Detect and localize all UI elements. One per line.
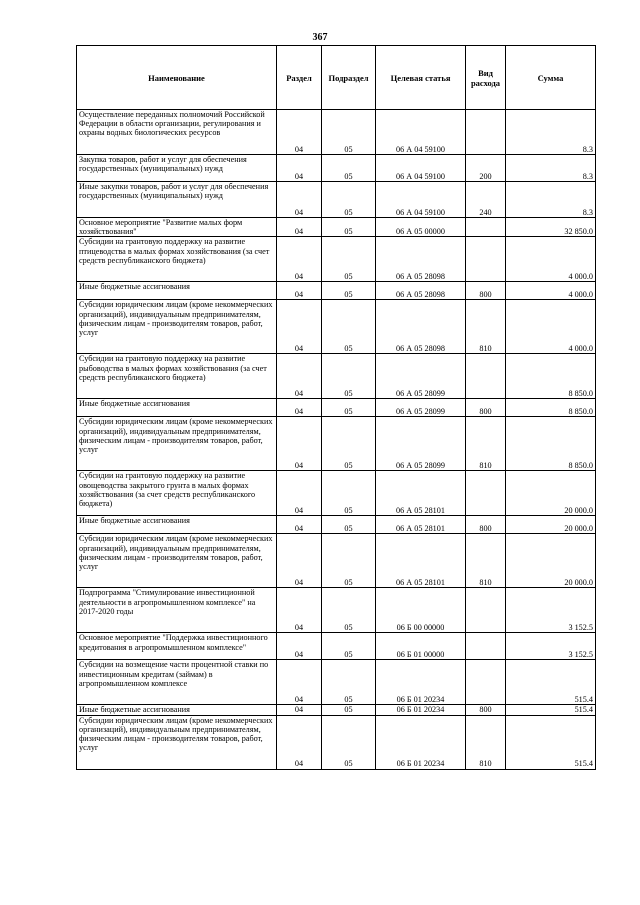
header-section: Раздел bbox=[277, 46, 322, 110]
row-subsection: 05 bbox=[322, 588, 376, 633]
row-expense-type: 810 bbox=[466, 300, 506, 354]
table-row bbox=[77, 660, 596, 705]
row-expense-type: 810 bbox=[466, 534, 506, 588]
row-section: 04 bbox=[277, 110, 322, 155]
row-subsection: 05 bbox=[322, 155, 376, 182]
row-subsection: 05 bbox=[322, 182, 376, 218]
row-amount: 4 000.0 bbox=[506, 237, 596, 282]
table-row bbox=[77, 534, 596, 588]
table-body bbox=[77, 110, 596, 770]
table-row bbox=[77, 471, 596, 516]
row-subsection: 05 bbox=[322, 715, 376, 769]
header-name: Наименование bbox=[77, 46, 277, 110]
row-expense-type: 810 bbox=[466, 417, 506, 471]
row-amount: 515.4 bbox=[506, 660, 596, 705]
row-name: Подпрограмма "Стимулирование инвестиционной деятельности в агропромышленном комплексе" на 2017-2020 годы bbox=[77, 588, 277, 633]
row-name: Осуществление переданных полномочий Российской Федерации в области организации, регулирования и охраны водных биологических ресурсов bbox=[77, 110, 277, 155]
row-expense-type bbox=[466, 660, 506, 705]
table-row bbox=[77, 588, 596, 633]
row-section: 04 bbox=[277, 588, 322, 633]
row-amount: 515.4 bbox=[506, 715, 596, 769]
row-section: 04 bbox=[277, 516, 322, 534]
row-amount: 8.3 bbox=[506, 182, 596, 218]
row-target-article: 06 Б 01 20234 bbox=[376, 705, 466, 715]
table-row bbox=[77, 282, 596, 300]
row-target-article: 06 А 04 59100 bbox=[376, 155, 466, 182]
row-subsection: 05 bbox=[322, 660, 376, 705]
row-amount: 20 000.0 bbox=[506, 534, 596, 588]
row-target-article: 06 А 05 28099 bbox=[376, 399, 466, 417]
row-expense-type bbox=[466, 354, 506, 399]
row-target-article: 06 А 05 28099 bbox=[376, 354, 466, 399]
table-row bbox=[77, 300, 596, 354]
row-expense-type: 800 bbox=[466, 516, 506, 534]
page-number: 367 bbox=[312, 32, 328, 43]
row-expense-type bbox=[466, 633, 506, 660]
budget-table bbox=[76, 45, 596, 770]
row-section: 04 bbox=[277, 282, 322, 300]
table-row bbox=[77, 155, 596, 182]
row-section: 04 bbox=[277, 471, 322, 516]
row-subsection: 05 bbox=[322, 705, 376, 715]
row-expense-type bbox=[466, 110, 506, 155]
row-expense-type bbox=[466, 588, 506, 633]
row-section: 04 bbox=[277, 300, 322, 354]
table-row bbox=[77, 354, 596, 399]
row-amount: 4 000.0 bbox=[506, 282, 596, 300]
row-target-article: 06 А 05 00000 bbox=[376, 218, 466, 237]
row-target-article: 06 А 05 28101 bbox=[376, 516, 466, 534]
row-section: 04 bbox=[277, 399, 322, 417]
row-amount: 20 000.0 bbox=[506, 516, 596, 534]
row-expense-type bbox=[466, 218, 506, 237]
row-section: 04 bbox=[277, 633, 322, 660]
row-section: 04 bbox=[277, 660, 322, 705]
header-expense-type: Вид расхода bbox=[466, 46, 506, 110]
row-expense-type: 810 bbox=[466, 715, 506, 769]
row-section: 04 bbox=[277, 715, 322, 769]
row-amount: 8.3 bbox=[506, 155, 596, 182]
row-name: Иные бюджетные ассигнования bbox=[77, 516, 277, 534]
row-name: Субсидии юридическим лицам (кроме некоммерческих организаций), индивидуальным предпринимателям, физическим лицам - производителям товаров, работ, услуг bbox=[77, 300, 277, 354]
row-subsection: 05 bbox=[322, 417, 376, 471]
row-name: Субсидии на возмещение части процентной ставки по инвестиционным кредитам (займам) в агропромышленном комплексе bbox=[77, 660, 277, 705]
row-section: 04 bbox=[277, 534, 322, 588]
row-expense-type: 800 bbox=[466, 282, 506, 300]
row-subsection: 05 bbox=[322, 218, 376, 237]
row-subsection: 05 bbox=[322, 110, 376, 155]
row-name: Субсидии на грантовую поддержку на развитие рыбоводства в малых формах хозяйствования (за счет средств республиканского бюджета) bbox=[77, 354, 277, 399]
table-row bbox=[77, 705, 596, 715]
row-subsection: 05 bbox=[322, 300, 376, 354]
row-subsection: 05 bbox=[322, 516, 376, 534]
row-name: Основное мероприятие "Развитие малых форм хозяйствования" bbox=[77, 218, 277, 237]
row-name: Иные бюджетные ассигнования bbox=[77, 705, 277, 715]
row-amount: 8 850.0 bbox=[506, 399, 596, 417]
row-subsection: 05 bbox=[322, 471, 376, 516]
row-section: 04 bbox=[277, 705, 322, 715]
row-expense-type bbox=[466, 471, 506, 516]
row-name: Субсидии юридическим лицам (кроме некоммерческих организаций), индивидуальным предпринимателям, физическим лицам - производителям товаров, работ, услуг bbox=[77, 417, 277, 471]
row-section: 04 bbox=[277, 155, 322, 182]
table-row bbox=[77, 218, 596, 237]
row-target-article: 06 А 05 28101 bbox=[376, 471, 466, 516]
row-expense-type: 800 bbox=[466, 399, 506, 417]
row-section: 04 bbox=[277, 354, 322, 399]
row-name: Субсидии на грантовую поддержку на развитие овощеводства закрытого грунта в малых формах хозяйствования (за счет средств республиканского бюджета) bbox=[77, 471, 277, 516]
table-row bbox=[77, 182, 596, 218]
row-target-article: 06 Б 01 00000 bbox=[376, 633, 466, 660]
row-name: Иные закупки товаров, работ и услуг для обеспечения государственных (муниципальных) нужд bbox=[77, 182, 277, 218]
row-target-article: 06 А 05 28098 bbox=[376, 237, 466, 282]
row-subsection: 05 bbox=[322, 237, 376, 282]
table-row bbox=[77, 417, 596, 471]
row-amount: 515.4 bbox=[506, 705, 596, 715]
table-row bbox=[77, 399, 596, 417]
row-target-article: 06 А 05 28101 bbox=[376, 534, 466, 588]
row-target-article: 06 А 05 28098 bbox=[376, 300, 466, 354]
row-amount: 8.3 bbox=[506, 110, 596, 155]
row-name: Иные бюджетные ассигнования bbox=[77, 399, 277, 417]
row-name: Основное мероприятие "Поддержка инвестиционного кредитования в агропромышленном комплексе" bbox=[77, 633, 277, 660]
row-target-article: 06 Б 00 00000 bbox=[376, 588, 466, 633]
row-name: Субсидии юридическим лицам (кроме некоммерческих организаций), индивидуальным предпринимателям, физическим лицам - производителям товаров, работ, услуг bbox=[77, 715, 277, 769]
row-target-article: 06 А 04 59100 bbox=[376, 110, 466, 155]
row-subsection: 05 bbox=[322, 633, 376, 660]
row-amount: 8 850.0 bbox=[506, 417, 596, 471]
row-subsection: 05 bbox=[322, 399, 376, 417]
row-amount: 8 850.0 bbox=[506, 354, 596, 399]
row-subsection: 05 bbox=[322, 534, 376, 588]
row-subsection: 05 bbox=[322, 354, 376, 399]
table-row bbox=[77, 516, 596, 534]
table-row bbox=[77, 237, 596, 282]
row-expense-type: 240 bbox=[466, 182, 506, 218]
table-header-row bbox=[77, 46, 596, 110]
row-section: 04 bbox=[277, 218, 322, 237]
row-name: Субсидии юридическим лицам (кроме некоммерческих организаций), индивидуальным предпринимателям, физическим лицам - производителям товаров, работ, услуг bbox=[77, 534, 277, 588]
row-amount: 3 152.5 bbox=[506, 588, 596, 633]
table-row bbox=[77, 633, 596, 660]
row-amount: 4 000.0 bbox=[506, 300, 596, 354]
row-amount: 3 152.5 bbox=[506, 633, 596, 660]
row-expense-type: 800 bbox=[466, 705, 506, 715]
row-target-article: 06 Б 01 20234 bbox=[376, 660, 466, 705]
header-subsection: Подраздел bbox=[322, 46, 376, 110]
row-name: Иные бюджетные ассигнования bbox=[77, 282, 277, 300]
row-target-article: 06 А 04 59100 bbox=[376, 182, 466, 218]
table-row bbox=[77, 110, 596, 155]
row-expense-type: 200 bbox=[466, 155, 506, 182]
row-target-article: 06 А 05 28098 bbox=[376, 282, 466, 300]
row-target-article: 06 А 05 28099 bbox=[376, 417, 466, 471]
row-expense-type bbox=[466, 237, 506, 282]
row-amount: 20 000.0 bbox=[506, 471, 596, 516]
row-target-article: 06 Б 01 20234 bbox=[376, 715, 466, 769]
table-row bbox=[77, 715, 596, 769]
row-subsection: 05 bbox=[322, 282, 376, 300]
header-amount: Сумма bbox=[506, 46, 596, 110]
row-section: 04 bbox=[277, 182, 322, 218]
row-section: 04 bbox=[277, 417, 322, 471]
row-name: Субсидии на грантовую поддержку на развитие птицеводства в малых формах хозяйствования (за счет средств республиканского бюджета) bbox=[77, 237, 277, 282]
row-amount: 32 850.0 bbox=[506, 218, 596, 237]
header-target-article: Целевая статья bbox=[376, 46, 466, 110]
row-name: Закупка товаров, работ и услуг для обеспечения государственных (муниципальных) нужд bbox=[77, 155, 277, 182]
row-section: 04 bbox=[277, 237, 322, 282]
